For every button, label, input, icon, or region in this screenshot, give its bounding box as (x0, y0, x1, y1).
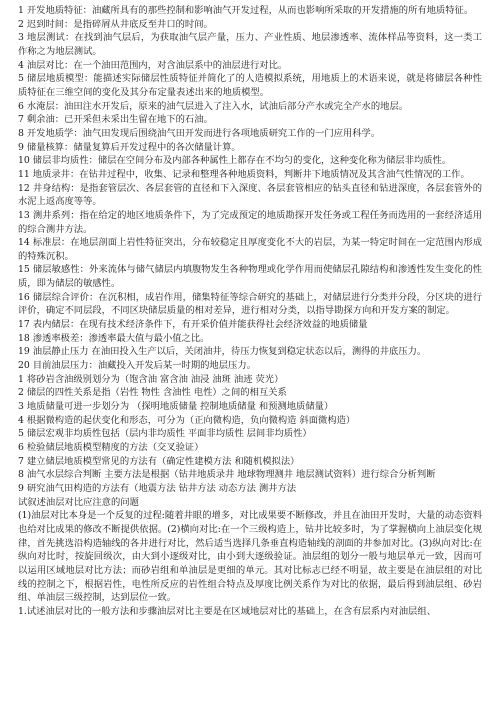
paragraph: 5 储层地质模型：能描述实际储层性质特征并简化了的人造模拟系统，用地质上的术语来说，就是将储层各种性质特征在三维空间的变化及其分布定量表述出来的地质模型。 (18, 73, 482, 98)
paragraph: 1 将砂岩含油级别划分为（饱含油 富含油 油浸 油斑 油迹 荧光） (18, 373, 284, 385)
paragraph: 1.试述油层对比的一般方法和步骤油层对比主要是在区域地层对比的基础上，在含有层系内对油层组、 (18, 605, 436, 617)
paragraph: 18 渗透率极差：渗透率最大值与最小值之比。 (18, 332, 210, 344)
paragraph: 5 储层宏观非均质性包括（层内非均质性 平面非均质性 层间非均质性） (18, 428, 312, 440)
paragraph: 13 测井系列：指在给定的地区地质条件下，为了完成预定的地质勘探开发任务或工程任务而选用的一套经济适用的综合测井方法。 (18, 209, 482, 235)
paragraph: 试叙述油层对比应注意的问题 (18, 496, 139, 508)
paragraph: 6 水淹层：油田注水开发后，原来的油气层进入了注入水，试油后部分产水或完全产水的地层。 (18, 100, 409, 112)
paragraph: 2 迟到时间：是指碎屑从井底反至井口的时间。 (18, 18, 213, 30)
paragraph: 10 储层非均质性：储层在空间分布及内部各种属性上都存在不均匀的变化，这种变化称为储层非均质性。 (18, 155, 452, 167)
paragraph: 20 目前油层压力：油藏投入开发后某一时期的地层压力。 (18, 360, 256, 372)
paragraph: 12 井身结构：是指套管层次、各层套管的直径和下入深度、各层套管相应的钻头直径和钻进深度，各层套管外的水泥上返高度等等。 (18, 182, 482, 208)
paragraph: 3 地层测试：在找到油气层后，为获取油气层产量，压力、产业性质、地层渗透率、流体样品等资料，这一类工作称之为地层测试。 (18, 32, 482, 57)
paragraph: 1 开发地质特征：油藏所具有的那些控制和影响油气开发过程，从而也影响所采取的开发措施的所有地质特征。 (18, 5, 474, 16)
paragraph: 16 储层综合评价：在沉积相，成岩作用，储集特征等综合研究的基础上，对储层进行分类并分段，分区块的进行评价，确定不同层段，不同区块储层质量的相对差异，进行相对分类，以指导勘探方向和开发方案的制定。 (18, 291, 482, 317)
paragraph: 6 检验储层地质模型精度的方法（交叉验证） (18, 442, 204, 453)
paragraph: 2 储层的四性关系是指（岩性 物性 含油性 电性）之间的相互关系 (18, 387, 287, 399)
paragraph: 7 建立储层地质模型常见的方法有（确定性建模方法 和随机模拟法） (18, 455, 300, 467)
paragraph: (1)油层对比本身是一个反复的过程:随着井眼的增多，对比成果要不断修改，并且在油田开发时，大量的动态资料也给对比成果的修改不断提供依据。(2)横向对比:在一个三级构造上，钻井比较多时，为了掌握横向上油层变化规律，首先挑选沿构造轴线的各井进行对比，然后适当选择几条垂直构造轴线的剖面的井参加对比。(3)纵向对比:在纵向对比时，按旋回级次，由大到小逐级对比，由小到大逐级验证。油层组的划分一般与地层单元一致，因而可以运用区域地层对比方法；而砂岩组和单油层是更细的单元。其对比标志已经不明显，故主要是在油层组的对比线的控制之下，根据岩性，电性所反应的岩性组合特点及厚度比例关系作为对比的依据，最后得到油层组、砂岩组、单油层三级控制，达到层位一致。 (18, 510, 482, 604)
paragraph: 8 油气水层综合判断 主要方法是根据（钻井地质录井 地球物理测井 地层测试资料）进行综合分析判断 (18, 469, 436, 481)
paragraph: 4 根据微构造的起伏变化和形态，可分为（正向微构造，负向微构造 斜面微构造） (18, 414, 356, 426)
paragraph: 4 油层对比：在一个油田范围内，对含油层系中的油层进行对比。 (18, 59, 288, 71)
paragraph: 9 储量核算：储量复算后开发过程中的各次储量计算。 (18, 141, 241, 153)
paragraph: 3 地质储量可进一步划分为 （探明地质储量 控制地质储量 和预测地质储量） (18, 401, 334, 413)
paragraph: 15 储层敏感性：外来流体与储气储层内填腹物发生各种物理或化学作用而使储层孔隙结构和渗透性发生变化的性质，即为储层的敏感性。 (18, 264, 482, 290)
paragraph: 14 标准层：在地层剖面上岩性特征突出，分布较稳定且厚度变化不大的岩层，为某一特定时间在一定范围内形成的特殊沉积。 (18, 237, 482, 262)
paragraph: 8 开发地质学：油气田发现后围绕油气田开发而进行各项地质研究工作的一门应用科学。 (18, 127, 381, 139)
paragraph: 7 剩余油：已开采但未采出生留在地下的石油。 (18, 114, 213, 126)
paragraph: 9 研究油气田构造的方法有（地震方法 钻井方法 动态方法 测井方法 (18, 482, 297, 494)
paragraph: 17 表内储层：在现有技术经济条件下，有开采价值并能获得社会经济效益的地质储量 (18, 319, 368, 331)
paragraph: 11 地质录井：在钻井过程中，收集、记录和整理各种地质资料，判断井下地质情况及其含油气性情况的工作。 (18, 168, 470, 180)
paragraph: 19 油层静止压力 在油田投入生产以后，关闭油井，待压力恢复到稳定状态以后，测得的井底压力。 (18, 346, 427, 358)
